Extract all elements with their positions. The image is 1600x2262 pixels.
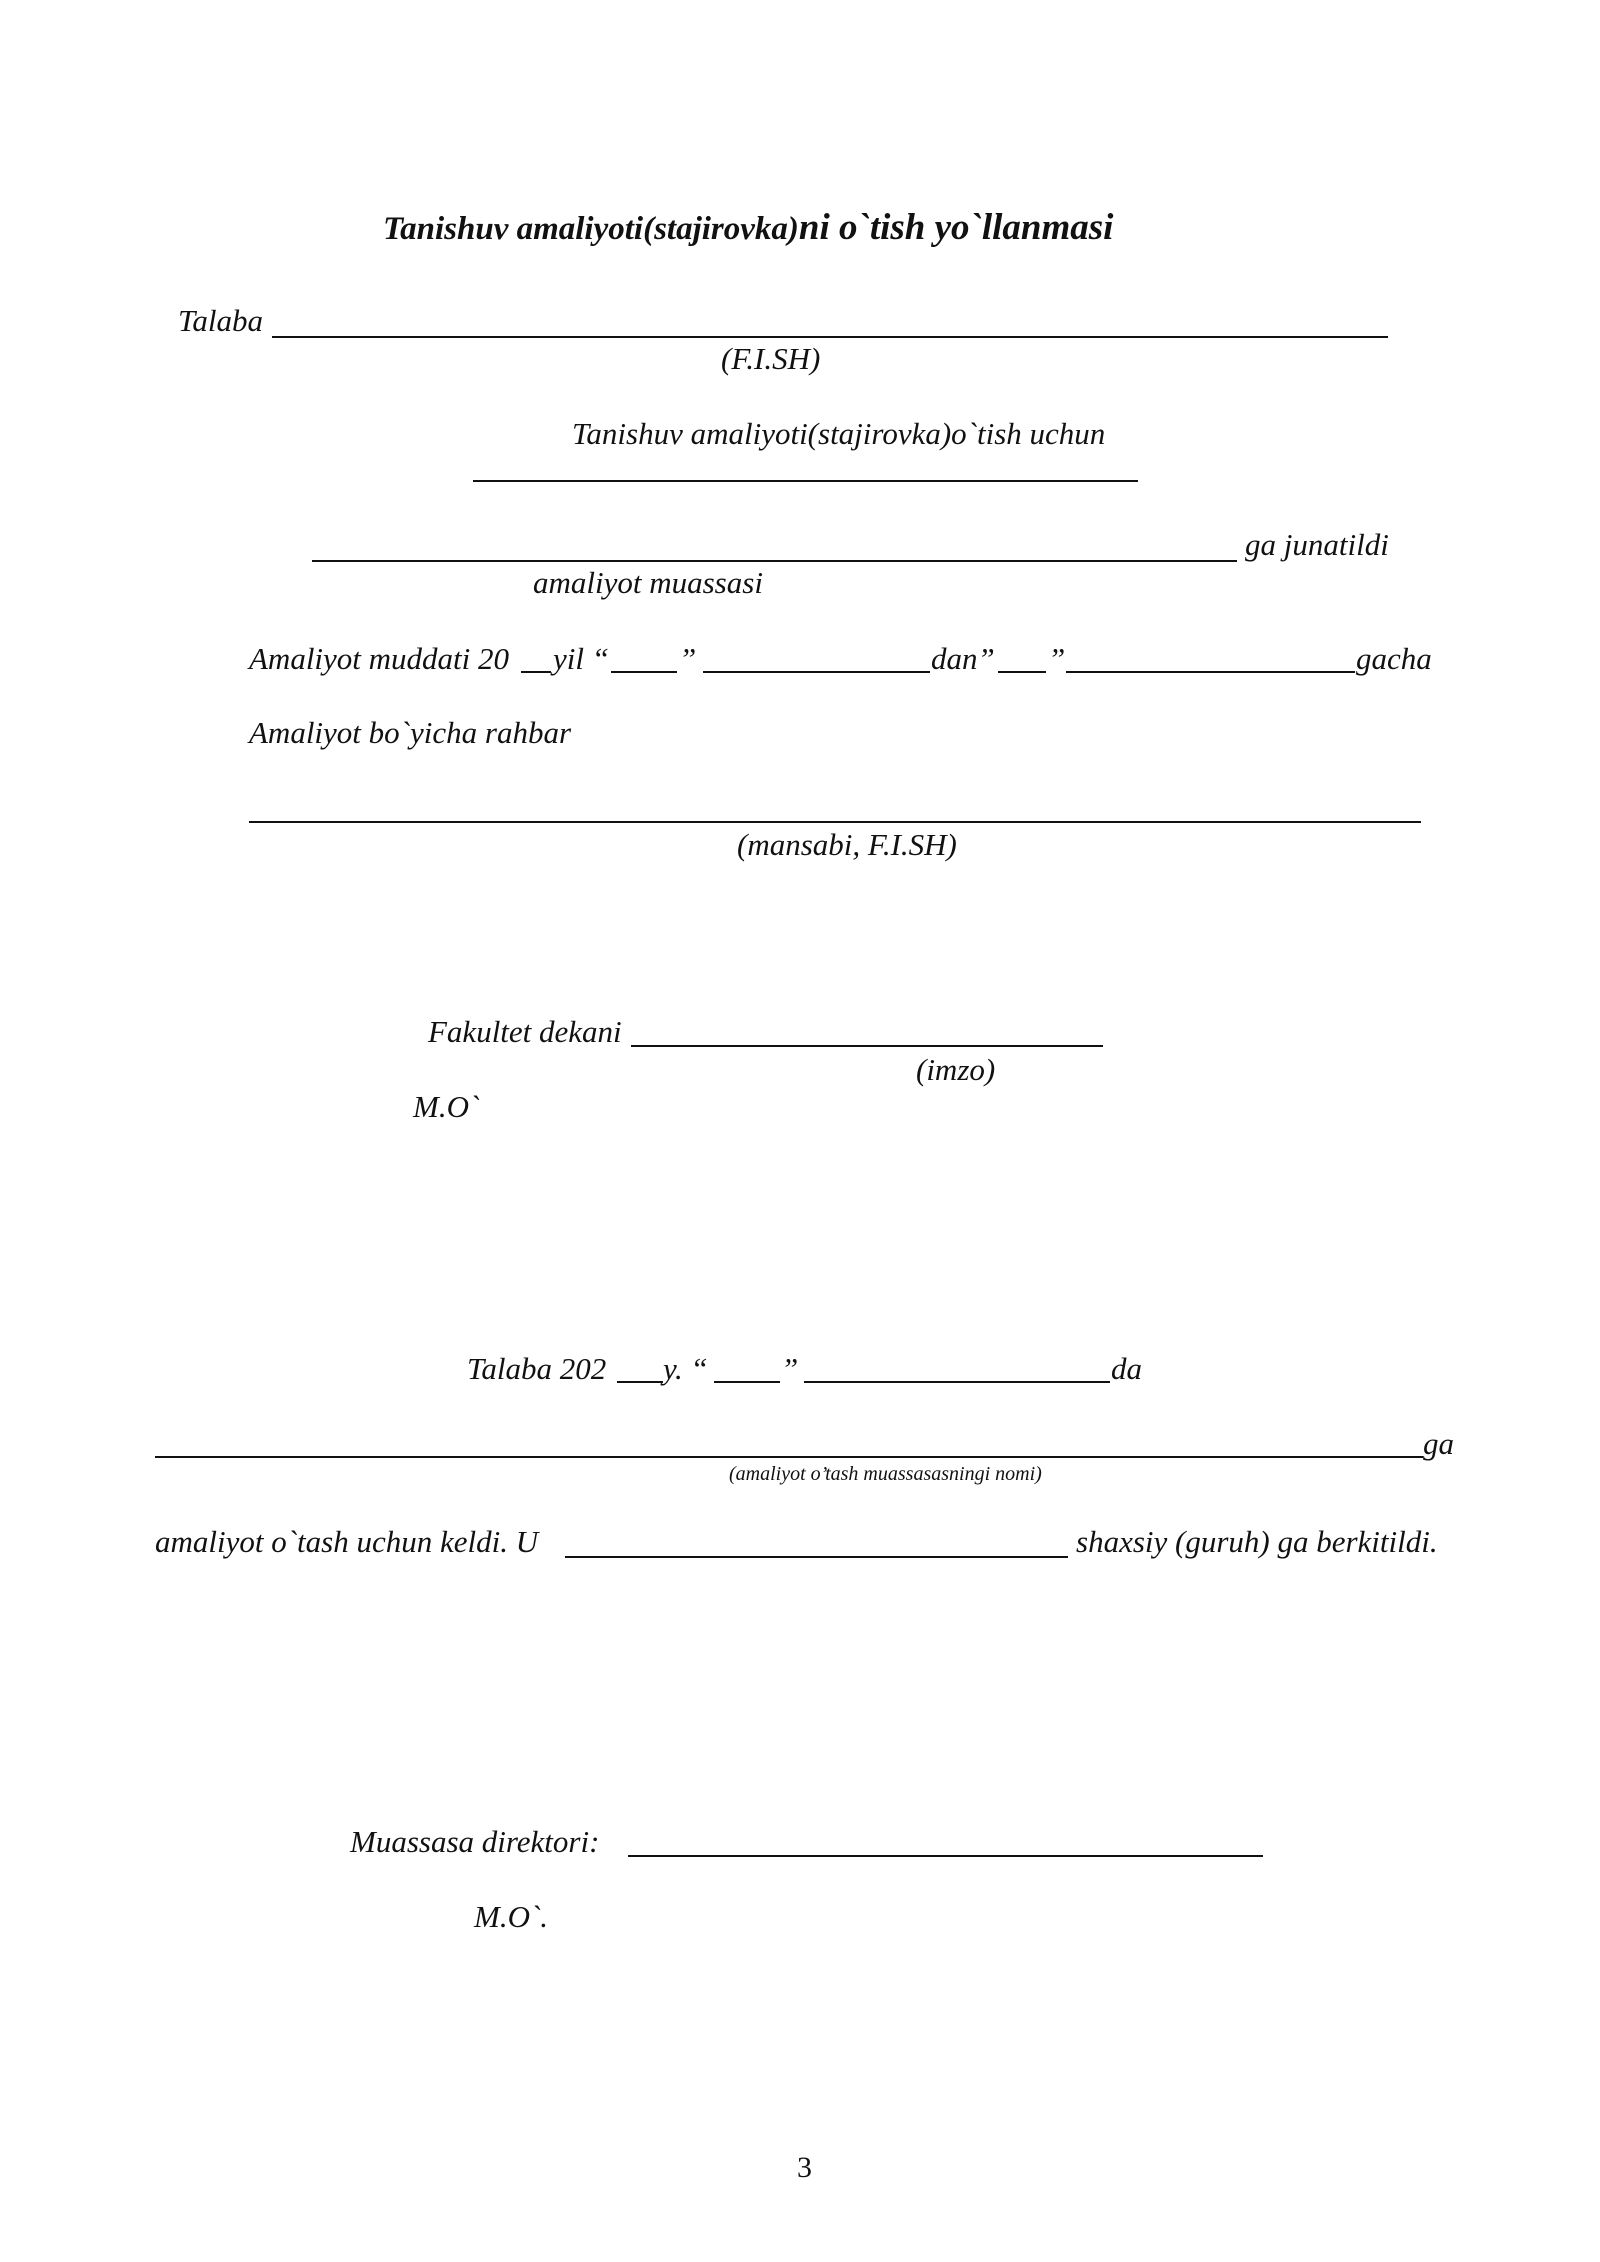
period-part-5: ” (1048, 641, 1066, 676)
period-part-4: dan” (931, 641, 995, 676)
director-signature-line (628, 1855, 1263, 1857)
document-title (383, 206, 1113, 251)
institution-caption: amaliyot muassasi (533, 565, 763, 600)
period-part-6: gacha (1356, 641, 1432, 676)
arrival-part-3: ” (781, 1351, 799, 1386)
institution-name-line (155, 1456, 1423, 1458)
seal-label-2: M.O`. (474, 1899, 549, 1934)
supervisor-label: Amaliyot bo`yicha rahbar (249, 715, 572, 750)
came-text: amaliyot o`tash uchun keldi. U (155, 1524, 539, 1559)
supervisor-line (249, 821, 1421, 823)
period-day-blank-2 (998, 671, 1046, 673)
arrival-part-2: y. “ (663, 1351, 708, 1386)
period-part-1: Amaliyot muddati 20 (249, 641, 510, 676)
period-part-2: yil “ (553, 641, 609, 676)
ga-suffix: ga (1423, 1426, 1454, 1461)
supervisor-caption: (mansabi, F.I.SH) (737, 827, 957, 862)
dean-signature-line (631, 1045, 1103, 1047)
fish-caption: (F.I.SH) (721, 341, 821, 376)
page-number: 3 (797, 2151, 812, 2184)
period-month-blank-2 (1066, 671, 1355, 673)
purpose-text: Tanishuv amaliyoti(stajirovka)o`tish uchun (572, 416, 1106, 451)
institution-name-caption: (amaliyot o’tash muassasasningi nomi) (729, 1463, 1042, 1485)
title-part-2: ni o`tish yo`llanmasi (798, 207, 1114, 248)
arrival-year-blank (617, 1381, 663, 1383)
arrival-month-blank (804, 1381, 1110, 1383)
student-label: Talaba (178, 303, 264, 338)
period-month-blank-1 (703, 671, 930, 673)
sent-suffix: ga junatildi (1245, 527, 1389, 562)
period-part-3: ” (679, 641, 697, 676)
seal-label-1: M.O` (413, 1089, 480, 1124)
group-line (565, 1556, 1068, 1558)
period-day-blank-1 (611, 671, 677, 673)
purpose-line (473, 480, 1138, 482)
period-year-blank (521, 671, 551, 673)
dean-label: Fakultet dekani (428, 1014, 622, 1049)
arrival-part-1: Talaba 202 (467, 1351, 607, 1386)
signature-caption: (imzo) (916, 1052, 996, 1087)
arrival-part-4: da (1111, 1351, 1142, 1386)
director-label: Muassasa direktori: (350, 1824, 600, 1859)
title-part-1: Tanishuv amaliyoti(stajirovka) (383, 211, 799, 247)
assigned-text: shaxsiy (guruh) ga berkitildi. (1076, 1524, 1438, 1559)
student-name-line (272, 336, 1388, 338)
institution-line (312, 560, 1237, 562)
arrival-day-blank (714, 1381, 780, 1383)
